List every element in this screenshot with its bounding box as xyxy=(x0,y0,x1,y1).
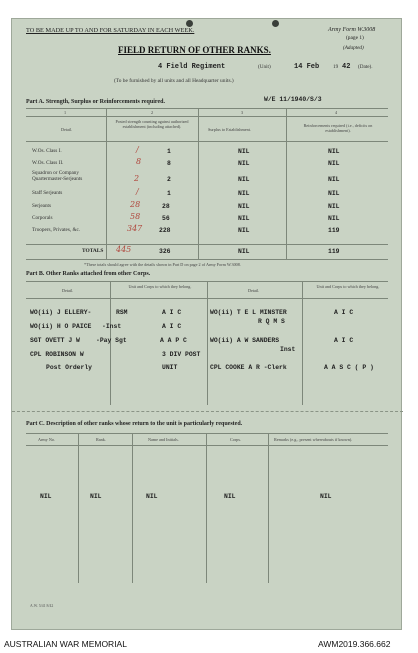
attached-unit: UNIT xyxy=(162,364,178,371)
rank-header: Rank. xyxy=(96,437,106,442)
year-prefix: 19 xyxy=(333,64,339,70)
reinforcement-value: NIL xyxy=(328,215,340,222)
surplus-value: NIL xyxy=(238,227,250,234)
surplus-value: NIL xyxy=(238,203,250,210)
return-date: 14 Feb xyxy=(294,63,320,71)
print-code: A.W. 5/41 8/42 xyxy=(30,604,54,608)
attached-role: RSM xyxy=(116,309,128,316)
reinforcement-value: 119 xyxy=(328,227,340,234)
posted-value: 1 xyxy=(167,148,171,155)
reference-number: W/E 11/1940/S/3 xyxy=(264,96,322,103)
handwritten-count: 2 xyxy=(134,174,140,183)
attached-unit: A I C xyxy=(334,337,354,344)
reinforcement-total: 119 xyxy=(328,248,340,255)
reinforcement-value: NIL xyxy=(328,160,340,167)
attached-unit: A A P C xyxy=(160,337,187,344)
attached-role: -Inst xyxy=(102,323,122,330)
posted-value: 56 xyxy=(162,215,170,222)
detail-column-header: Detail. xyxy=(62,288,74,293)
handwritten-count: / xyxy=(136,145,139,154)
posted-value: 228 xyxy=(159,227,171,234)
attached-detail: WO(ii) J ELLERY- xyxy=(30,309,92,316)
attached-detail: SGT OVETT J W xyxy=(30,337,80,344)
corps-value: NIL xyxy=(224,493,236,500)
posted-total: 326 xyxy=(159,248,171,255)
corps-header: Corps. xyxy=(230,437,242,442)
archive-credit: AUSTRALIAN WAR MEMORIAL xyxy=(4,639,127,649)
posted-value: 2 xyxy=(167,176,171,183)
posted-value: 28 xyxy=(162,203,170,210)
surplus-total: NIL xyxy=(238,248,250,255)
totals-footnote: *These totals should agree with the details shown in Part D on page 2 of Army Form W.3008. xyxy=(84,262,241,267)
reinforcement-value: NIL xyxy=(328,190,340,197)
handwritten-count: 28 xyxy=(130,200,141,209)
row-label: Staff Serjeants xyxy=(32,190,63,196)
page-number: (page 1) xyxy=(346,35,364,41)
army-no-value: NIL xyxy=(40,493,52,500)
handwritten-total: 445 xyxy=(116,245,132,254)
surplus-header: Surplus to Establishment. xyxy=(208,127,251,132)
attached-detail: CPL COOKE A R -Clerk xyxy=(210,364,287,371)
totals-label: TOTALS xyxy=(82,248,104,254)
col-number: 1 xyxy=(64,110,67,115)
army-form-number: Army Form W.3008 xyxy=(328,27,376,33)
handwritten-count: 58 xyxy=(130,212,141,221)
submission-instruction: TO BE MADE UP TO AND FOR SATURDAY IN EACH WEEK. xyxy=(26,27,195,34)
attached-unit: A I C xyxy=(334,309,354,316)
attached-unit: A I C xyxy=(162,323,182,330)
surplus-value: NIL xyxy=(238,176,250,183)
surplus-value: NIL xyxy=(238,215,250,222)
row-label: Squadron or Company Quartermaster-Serjeants xyxy=(32,170,83,182)
attached-detail: WO(ii) T E L MINSTER xyxy=(210,309,287,316)
unit-name: 4 Field Regiment xyxy=(158,63,226,71)
form-sheet xyxy=(11,18,402,630)
handwritten-count: 8 xyxy=(136,157,142,166)
part-c-heading: Part C. Description of other ranks whose return to the unit is particularly requested. xyxy=(26,421,243,427)
surplus-value: NIL xyxy=(238,160,250,167)
rank-value: NIL xyxy=(90,493,102,500)
attached-unit: A A S C ( P ) xyxy=(324,364,374,371)
detail-column-header: Detail. xyxy=(61,127,73,132)
posted-value: 8 xyxy=(167,160,171,167)
date-label: (Date). xyxy=(358,64,373,70)
reinforcement-value: NIL xyxy=(328,176,340,183)
posted-strength-header: Posted strength counting against authorized establishment (including attached). xyxy=(115,119,189,130)
adapted-note: (Adapted) xyxy=(343,45,364,51)
row-label: Corporals xyxy=(32,215,53,221)
furnished-note: (To be furnished by all units and all Headquarter units.) xyxy=(114,78,234,84)
attached-unit: 3 DIV POST xyxy=(162,351,201,358)
reinforcement-value: NIL xyxy=(328,148,340,155)
row-label: W.Os. Class II. xyxy=(32,160,64,166)
return-year: 42 xyxy=(342,63,351,71)
surplus-value: NIL xyxy=(238,190,250,197)
attached-unit: A I C xyxy=(162,309,182,316)
punch-hole xyxy=(186,20,193,27)
attached-detail: WO(ii) A W SANDERS xyxy=(210,337,280,344)
name-header: Name and Initials. xyxy=(148,437,179,442)
handwritten-count: 347 xyxy=(127,224,143,233)
row-label: W.Os. Class I. xyxy=(32,148,62,154)
row-label: Troopers, Privates, &c. xyxy=(32,227,81,233)
unit-corps-header: Unit and Corps to which they belong. xyxy=(316,284,380,289)
fold-line xyxy=(12,411,403,412)
remarks-value: NIL xyxy=(320,493,332,500)
attached-detail: WO(ii) H O PAICE xyxy=(30,323,92,330)
row-label: Serjeants xyxy=(32,203,52,209)
reinforcement-value: NIL xyxy=(328,203,340,210)
attached-detail: Post Orderly xyxy=(46,364,93,371)
punch-hole xyxy=(272,20,279,27)
unit-corps-header: Unit and Corps to which they belong. xyxy=(128,284,192,289)
attached-detail: CPL ROBINSON W xyxy=(30,351,84,358)
remarks-header: Remarks (e.g., present whereabouts if known). xyxy=(274,437,353,442)
col-number: 2 xyxy=(151,110,154,115)
posted-value: 1 xyxy=(167,190,171,197)
army-no-header: Army No. xyxy=(38,437,55,442)
part-b-heading: Part B. Other Ranks attached from other Corps. xyxy=(26,271,151,277)
form-title: FIELD RETURN OF OTHER RANKS. xyxy=(118,45,271,55)
archive-reference: AWM2019.366.662 xyxy=(318,639,391,649)
part-a-heading: Part A. Strength, Surplus or Reinforcements required. xyxy=(26,99,165,105)
col-number: 4 xyxy=(335,110,338,115)
unit-label: (Unit) xyxy=(258,64,271,70)
attached-detail: Inst xyxy=(280,346,296,353)
detail-column-header: Detail. xyxy=(248,288,260,293)
handwritten-count: / xyxy=(136,187,139,196)
name-value: NIL xyxy=(146,493,158,500)
reinforcements-header: Reinforcements required (i.e., deficits on establishment). xyxy=(303,123,373,134)
surplus-value: NIL xyxy=(238,148,250,155)
col-number: 3 xyxy=(241,110,244,115)
attached-detail: R Q M S xyxy=(258,318,285,325)
attached-role: -Pay Sgt xyxy=(96,337,127,344)
